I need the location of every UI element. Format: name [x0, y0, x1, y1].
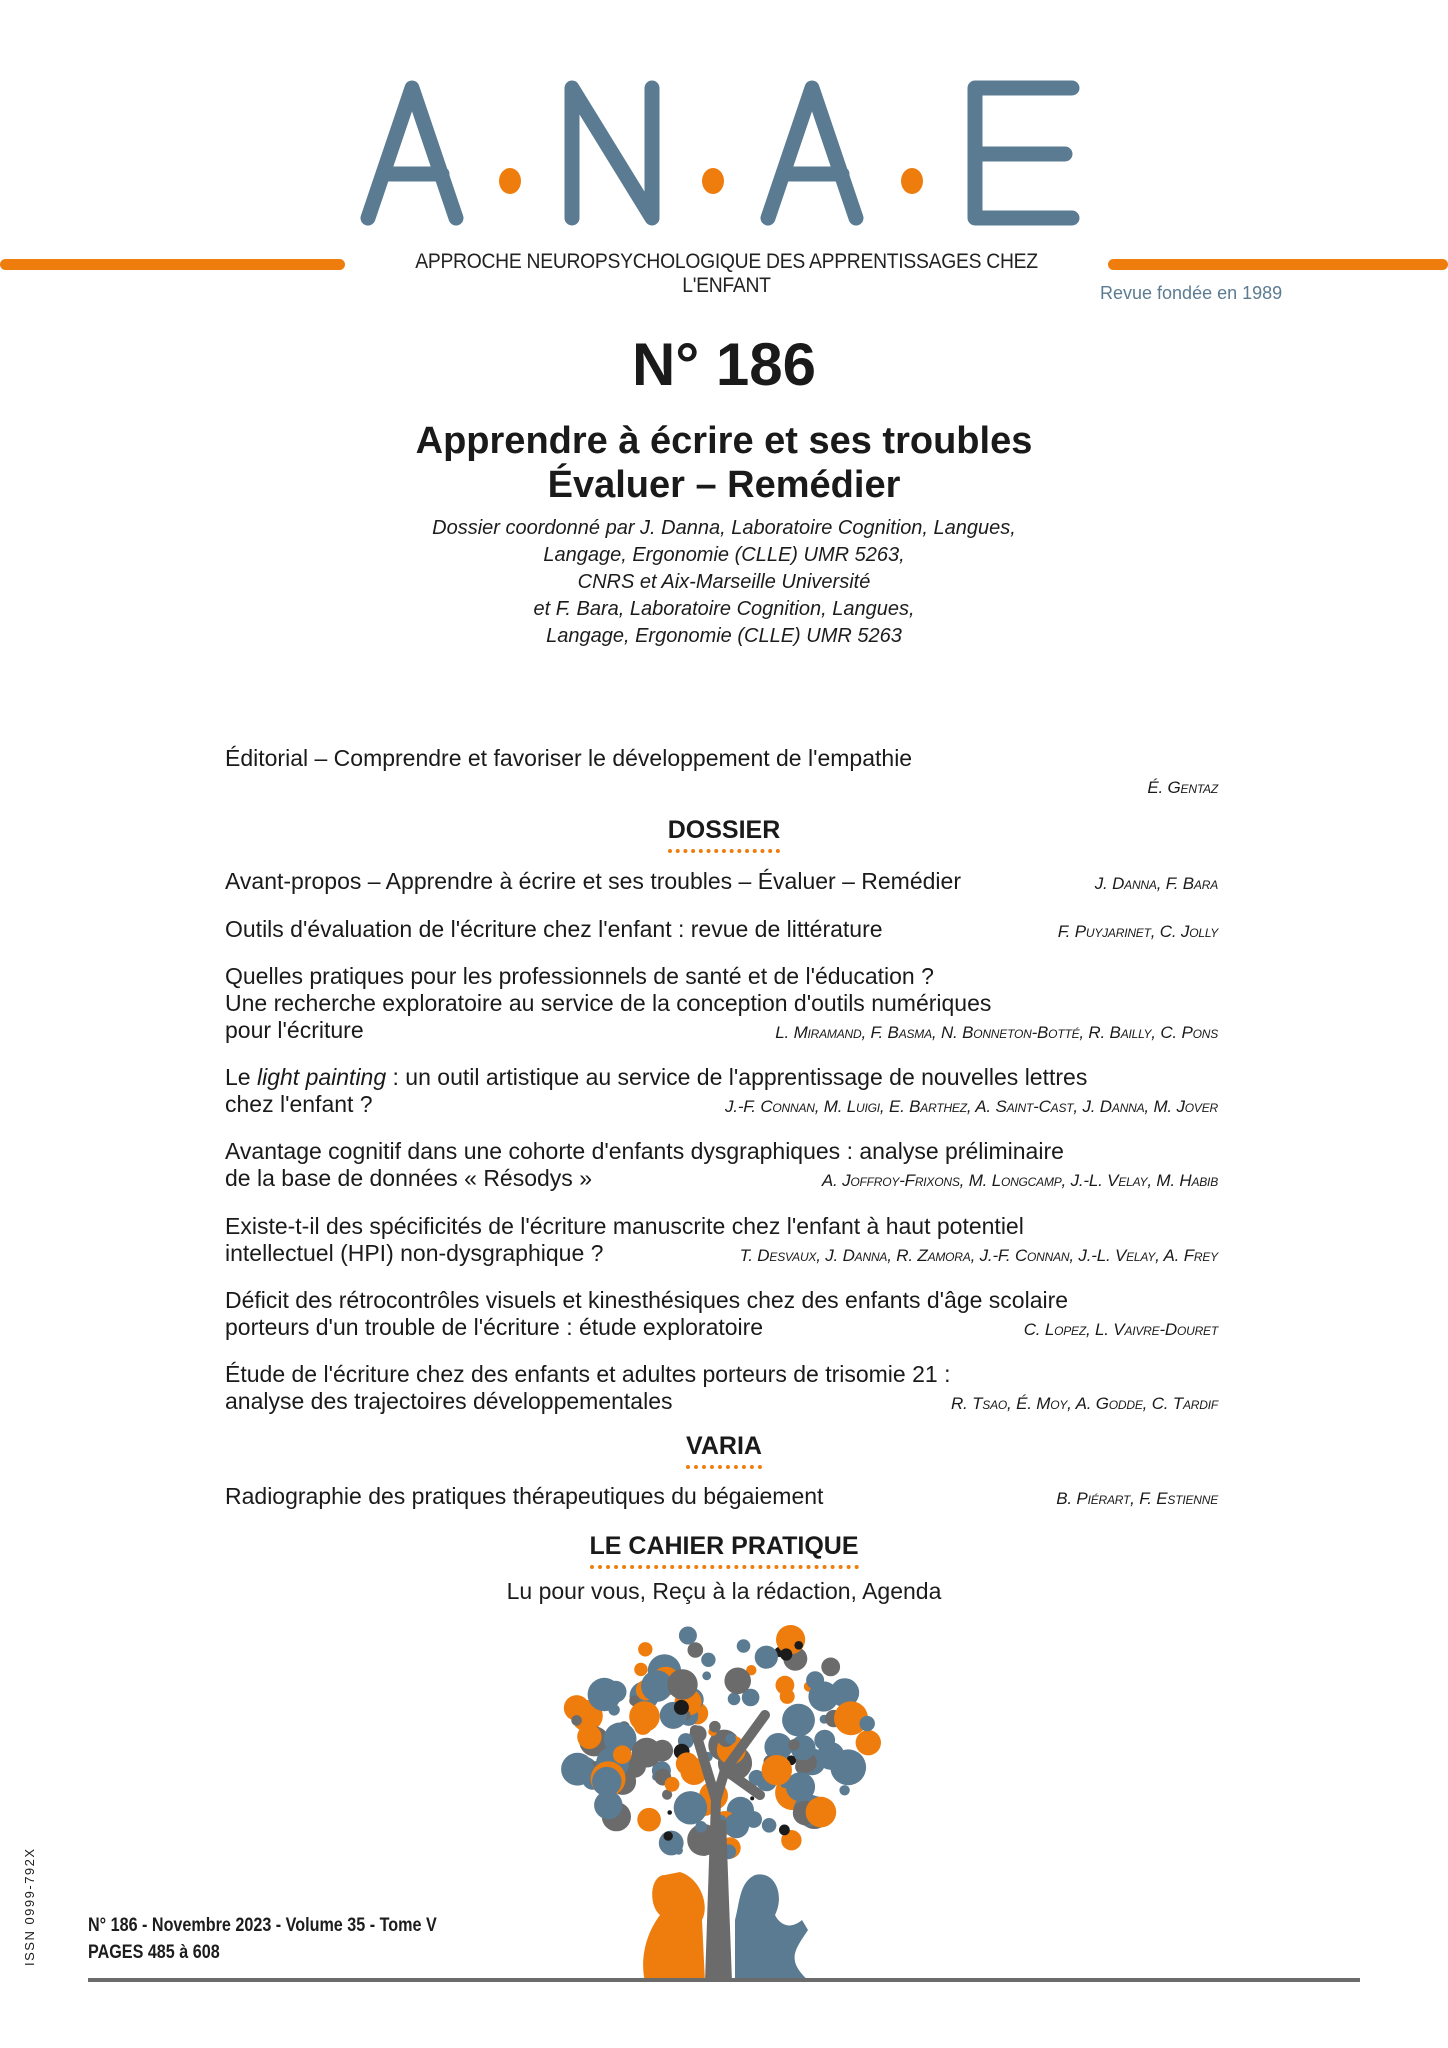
tree-dot — [701, 1653, 715, 1667]
issn: ISSN 0999-792X — [22, 1847, 37, 1966]
issue-subtitle: Évaluer – Remédier — [547, 464, 901, 506]
coord-line: Dossier coordonné par J. Danna, Laboratoire Cognition, Langues, — [432, 517, 1016, 539]
entry-title: Avant-propos – Apprendre à écrire et ses troubles – Évaluer – Remédier — [225, 868, 961, 894]
tree-dot — [776, 1625, 805, 1654]
toc-entry[interactable] — [225, 963, 1218, 1046]
journal-subtitle: APPROCHE NEUROPSYCHOLOGIQUE DES APPRENTISSAGES CHEZ L'ENFANT — [415, 250, 1038, 297]
entry-authors: T. Desvaux, J. Danna, R. Zamora, J.-F. Connan, J.-L. Velay, A. Frey — [739, 1246, 1218, 1265]
tree-dot — [588, 1678, 621, 1711]
entry-title: Éditorial – Comprendre et favoriser le développement de l'empathie — [225, 745, 913, 771]
tree-dot — [674, 1700, 689, 1715]
pages-info: PAGES 485 à 608 — [88, 1942, 220, 1963]
tree-dot — [571, 1715, 582, 1726]
tree-dot — [688, 1642, 704, 1658]
entry-authors: J. Danna, F. Bara — [1094, 874, 1218, 893]
toc-entry[interactable] — [225, 1483, 1218, 1512]
toc-entry[interactable] — [225, 1064, 1218, 1120]
tree-dot — [724, 1813, 749, 1838]
entry-title: porteurs d'un trouble de l'écriture : étude exploratoire — [225, 1314, 764, 1340]
entry-title: Déficit des rétrocontrôles visuels et kinesthésiques chez des enfants d'âge scolaire — [225, 1287, 1069, 1313]
toc-entry[interactable] — [225, 1138, 1218, 1194]
entry-title: Le light painting : un outil artistique au service de l'apprentissage de nouvelles lettres — [225, 1064, 1088, 1090]
orange-rule-right — [1108, 259, 1448, 270]
tree-dot — [634, 1663, 647, 1676]
bottom-rule — [88, 1978, 1360, 1982]
tree-dot — [788, 1739, 799, 1750]
coord-line: CNRS et Aix-Marseille Université — [577, 571, 871, 593]
coord-line: Langage, Ergonomie (CLLE) UMR 5263 — [546, 625, 902, 647]
tree-dot — [667, 1669, 697, 1699]
tree-dot — [632, 1738, 662, 1768]
toc-entry[interactable] — [225, 1213, 1218, 1269]
issue-number: N° 186 — [631, 331, 817, 398]
tree-dot — [779, 1825, 790, 1836]
tree-dot — [806, 1671, 824, 1689]
tree-dot — [724, 1668, 751, 1695]
tree-dot — [679, 1627, 697, 1645]
tree-dot — [806, 1797, 837, 1828]
tree-dot — [637, 1808, 661, 1832]
coord-line: et F. Bara, Laboratoire Cognition, Langues, — [533, 598, 915, 620]
entry-authors: É. Gentaz — [1147, 778, 1218, 797]
tree-dot — [762, 1818, 777, 1833]
tree-dot — [776, 1676, 795, 1695]
orange-rule-left — [0, 259, 345, 270]
entry-title: intellectuel (HPI) non-dysgraphique ? — [225, 1240, 604, 1266]
entry-title: de la base de données « Résodys » — [225, 1165, 592, 1191]
tree-dot — [594, 1791, 622, 1819]
entry-authors: C. Lopez, L. Vaivre-Douret — [1023, 1320, 1218, 1339]
tree-dot — [737, 1639, 751, 1653]
tree-dot — [577, 1725, 601, 1749]
entry-title: Avantage cognitif dans une cohorte d'enfants dysgraphiques : analyse préliminaire — [225, 1138, 1064, 1164]
tree-dot — [762, 1755, 792, 1785]
entry-authors: J.-F. Connan, M. Luigi, E. Barthez, A. Saint-Cast, J. Danna, M. Jover — [725, 1097, 1218, 1116]
tree-dot — [839, 1785, 849, 1795]
entry-title: pour l'écriture — [225, 1017, 364, 1043]
entry-authors: F. Puyjarinet, C. Jolly — [1057, 922, 1218, 941]
entry-title: analyse des trajectoires développementales — [225, 1388, 673, 1414]
toc-entry[interactable] — [225, 1361, 1218, 1417]
entry-title: Quelles pratiques pour les professionnels de santé et de l'éducation ? — [225, 963, 934, 989]
tree-dot — [702, 1671, 711, 1680]
issue-info: N° 186 - Novembre 2023 - Volume 35 - Tome V — [88, 1915, 437, 1936]
tree-dot — [674, 1791, 707, 1824]
section-cahier-pratique: LE CAHIER PRATIQUE — [0, 1532, 1448, 1569]
toc-entry[interactable] — [225, 868, 1218, 897]
tree-dot — [821, 1658, 840, 1677]
tree-dot — [701, 1848, 709, 1856]
tree-dot — [667, 1810, 672, 1815]
tree-dot — [725, 1734, 736, 1745]
entry-title: Une recherche exploratoire au service de la conception d'outils numériques — [225, 990, 992, 1016]
tree-dot — [728, 1693, 741, 1706]
coordination-note — [0, 515, 1448, 650]
issue-title: Apprendre à écrire et ses troubles — [415, 420, 1033, 462]
entry-title: Radiographie des pratiques thérapeutiques du bégaiement — [225, 1483, 824, 1509]
tree-dot — [782, 1704, 815, 1737]
entry-title: Étude de l'écriture chez des enfants et adultes porteurs de trisomie 21 : — [225, 1361, 951, 1387]
tree-dot — [780, 1648, 792, 1660]
tree-dot — [709, 1721, 721, 1733]
tree-dot — [665, 1777, 680, 1792]
entry-authors: R. Tsao, É. Moy, A. Godde, C. Tardif — [950, 1394, 1218, 1413]
tree-dot — [794, 1641, 803, 1650]
cahier-contents: Lu pour vous, Reçu à la rédaction, Agenda — [506, 1578, 942, 1604]
tree-dot — [750, 1796, 754, 1800]
tree-dot — [860, 1716, 875, 1731]
tree-dot — [613, 1745, 632, 1764]
toc-entry[interactable] — [225, 1287, 1218, 1343]
entry-authors: B. Piérart, F. Estienne — [1056, 1489, 1218, 1508]
founded-note: Revue fondée en 1989 — [1100, 283, 1283, 303]
entry-title: Outils d'évaluation de l'écriture chez l'enfant : revue de littérature — [225, 916, 883, 942]
entry-title: Existe-t-il des spécificités de l'écriture manuscrite chez l'enfant à haut potentiel — [225, 1213, 1024, 1239]
section-dossier: DOSSIER — [0, 816, 1448, 853]
entry-title: chez l'enfant ? — [225, 1091, 373, 1117]
child-orange-silhouette — [643, 1872, 705, 1982]
coord-line: Langage, Ergonomie (CLLE) UMR 5263, — [543, 544, 905, 566]
anae-logo — [360, 78, 1090, 228]
section-varia: VARIA — [0, 1432, 1448, 1469]
tree-dot — [755, 1646, 778, 1669]
tree-dot — [856, 1730, 881, 1755]
child-blue-silhouette — [735, 1874, 810, 1982]
tree-dot — [675, 1846, 683, 1854]
tree-dot — [629, 1701, 660, 1732]
editorial-entry[interactable] — [225, 745, 1218, 801]
entry-authors: L. Miramand, F. Basma, N. Bonneton-Botté, R. Bailly, C. Pons — [775, 1023, 1218, 1042]
entry-authors: A. Joffroy-Frixons, M. Longcamp, J.-L. Velay, M. Habib — [821, 1171, 1218, 1190]
toc-entry[interactable] — [225, 916, 1218, 945]
tree-dot — [830, 1749, 866, 1785]
tree-illustration — [520, 1620, 920, 1982]
tree-dot — [664, 1831, 673, 1840]
tree-dot — [638, 1642, 652, 1656]
